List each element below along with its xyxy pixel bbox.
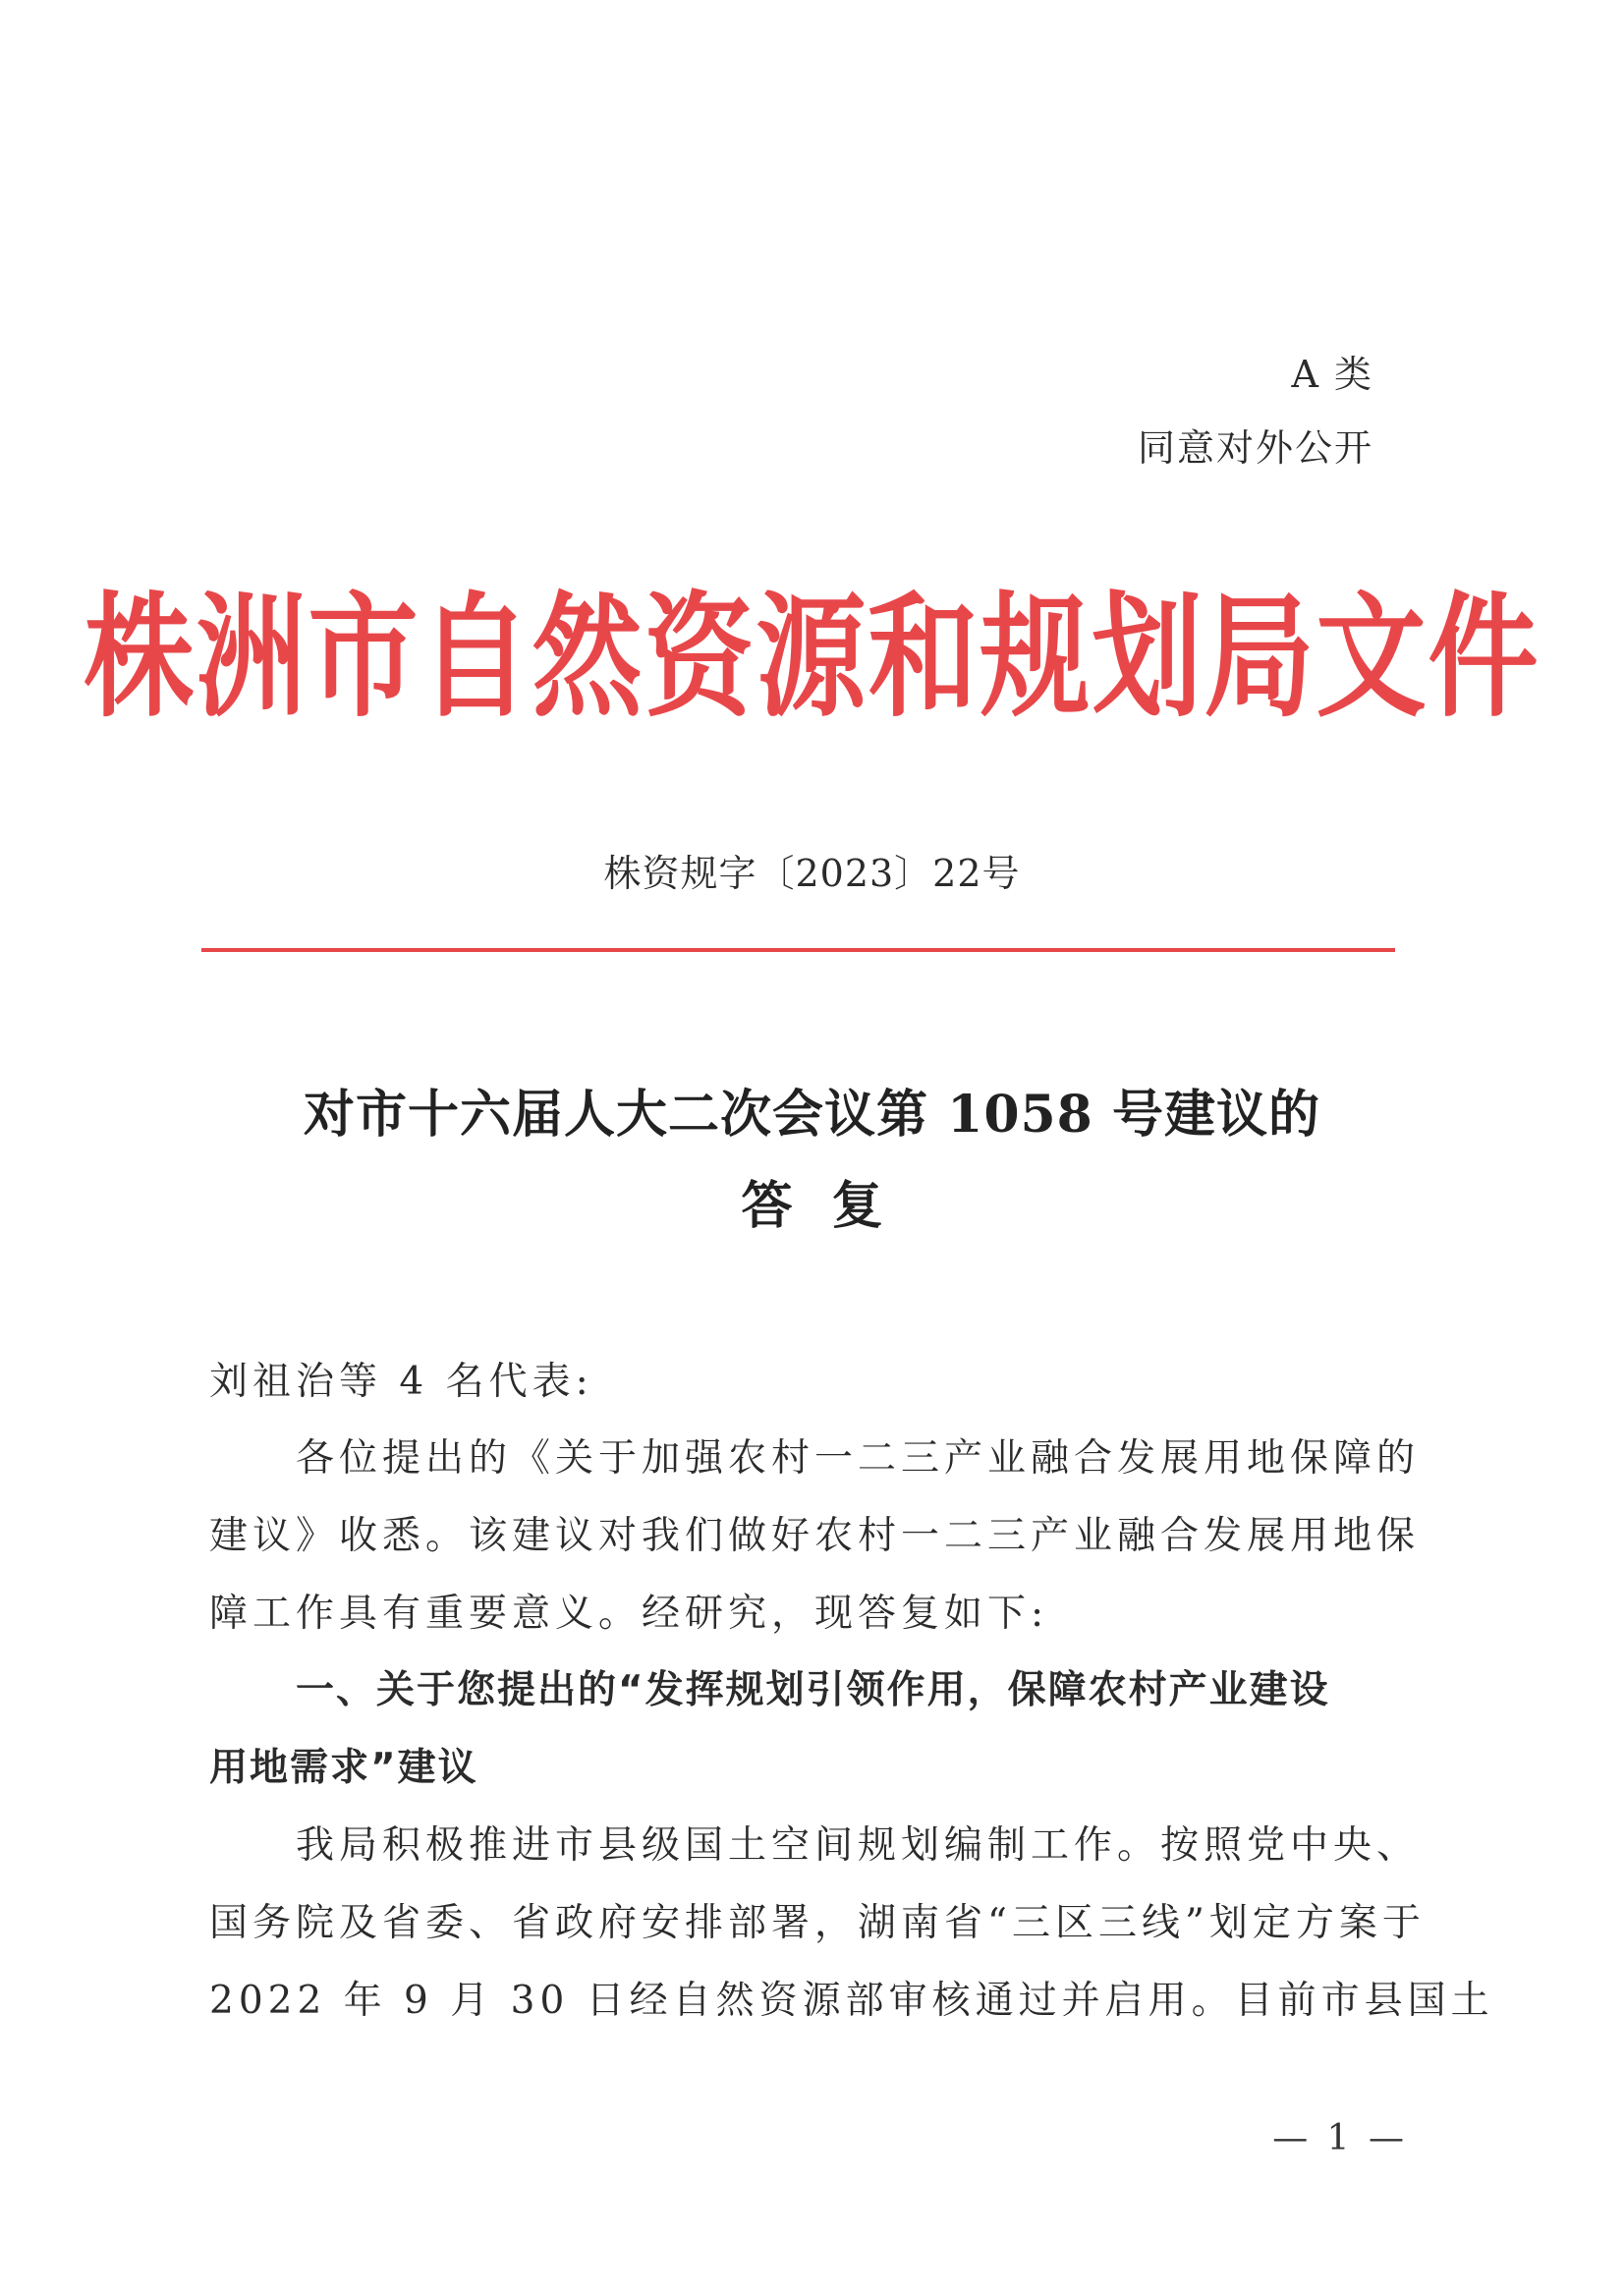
issuer-red-header: 株洲市自然资源和规划局文件 <box>84 579 1540 737</box>
paragraph2-line1: 我局积极推进市县级国土空间规划编制工作。按照党中央、 <box>296 1823 1421 1868</box>
document-title-line1: 对市十六届人大二次会议第 1058 号建议的 <box>304 1085 1320 1145</box>
document-body <box>209 0 1494 2295</box>
disclosure-label: 同意对外公开 <box>1137 426 1373 470</box>
document-title-line2: 答复 <box>741 1176 923 1236</box>
paragraph2-line3: 2022 年 9 月 30 日经自然资源部审核通过并启用。目前市县国土 <box>209 1979 1494 2023</box>
section1-heading-line1: 一、关于您提出的“发挥规划引领作用，保障农村产业建设 <box>296 1668 1330 1712</box>
paragraph1-line3: 障工作具有重要意义。经研究，现答复如下: <box>209 1592 1049 1636</box>
salutation: 刘祖治等 4 名代表: <box>209 1360 593 1404</box>
classification-label: A 类 <box>1291 353 1373 396</box>
paragraph1-line1: 各位提出的《关于加强农村一二三产业融合发展用地保障的 <box>296 1436 1421 1481</box>
section1-heading-line2: 用地需求”建议 <box>209 1746 478 1790</box>
paragraph1-line2: 建议》收悉。该建议对我们做好农村一二三产业融合发展用地保 <box>209 1514 1421 1558</box>
document-number: 株资规字〔2023〕22号 <box>603 852 1021 895</box>
paragraph2-line2: 国务院及省委、省政府安排部署，湖南省“三区三线”划定方案于 <box>209 1901 1426 1945</box>
page-number: — 1 — <box>1272 2118 1408 2158</box>
